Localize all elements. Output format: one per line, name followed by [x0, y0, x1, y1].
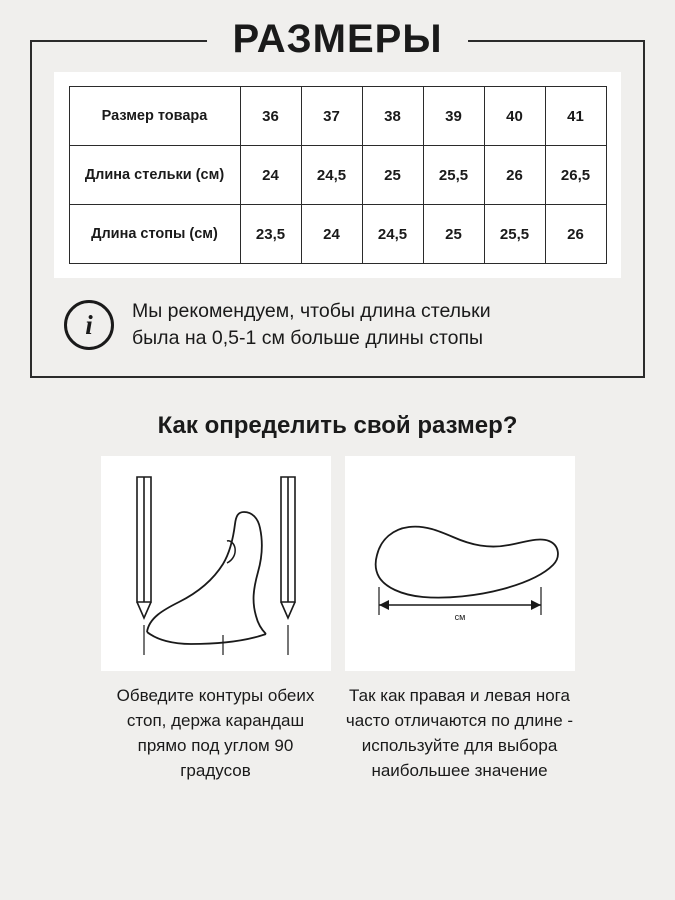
- size-table-panel: [54, 72, 621, 278]
- illustration-captions: [30, 683, 645, 783]
- cell: 24,5: [362, 205, 423, 264]
- cell: 24,5: [301, 146, 362, 205]
- sizes-frame: [30, 17, 645, 378]
- cell: 26: [484, 146, 545, 205]
- foot-measure-illustration: [345, 456, 575, 671]
- cell: 39: [423, 87, 484, 146]
- table-row: [69, 146, 606, 205]
- cell: 41: [545, 87, 606, 146]
- illustrations: [30, 456, 645, 671]
- foot-tracing-svg: [103, 459, 329, 669]
- cell: 25,5: [484, 205, 545, 264]
- cell: 40: [484, 87, 545, 146]
- table-row: [69, 205, 606, 264]
- cell: 25: [423, 205, 484, 264]
- recommendation-line-1: Мы рекомендуем, чтобы длина стельки: [132, 300, 491, 322]
- cell: 36: [240, 87, 301, 146]
- info-icon: i: [64, 300, 114, 350]
- cell: 38: [362, 87, 423, 146]
- size-table: [69, 86, 607, 264]
- cell: 24: [301, 205, 362, 264]
- cell: 23,5: [240, 205, 301, 264]
- row-header: Размер товара: [69, 87, 240, 146]
- recommendation-note: [54, 296, 621, 352]
- howto-title: Как определить свой размер?: [157, 412, 518, 439]
- recommendation-line-2: была на 0,5-1 см больше длины стопы: [132, 327, 484, 349]
- caption-left: Обведите контуры обеих стоп, держа карандаш прямо под углом 90 градусов: [116, 686, 315, 780]
- cell: 26,5: [545, 146, 606, 205]
- cell: 25: [362, 146, 423, 205]
- recommendation-text: [132, 298, 491, 352]
- cell: 25,5: [423, 146, 484, 205]
- foot-measure-svg: [347, 459, 573, 669]
- page-title: РАЗМЕРЫ: [207, 16, 469, 62]
- table-row: [69, 87, 606, 146]
- row-header: Длина стопы (см): [69, 205, 240, 264]
- foot-tracing-illustration: [101, 456, 331, 671]
- cell: 26: [545, 205, 606, 264]
- caption-right: Так как правая и левая нога часто отличаются по длине - используйте для выбора наибольшее значение: [345, 686, 574, 780]
- measure-unit-label: см: [454, 611, 465, 622]
- row-header: Длина стельки (см): [69, 146, 240, 205]
- cell: 37: [301, 87, 362, 146]
- cell: 24: [240, 146, 301, 205]
